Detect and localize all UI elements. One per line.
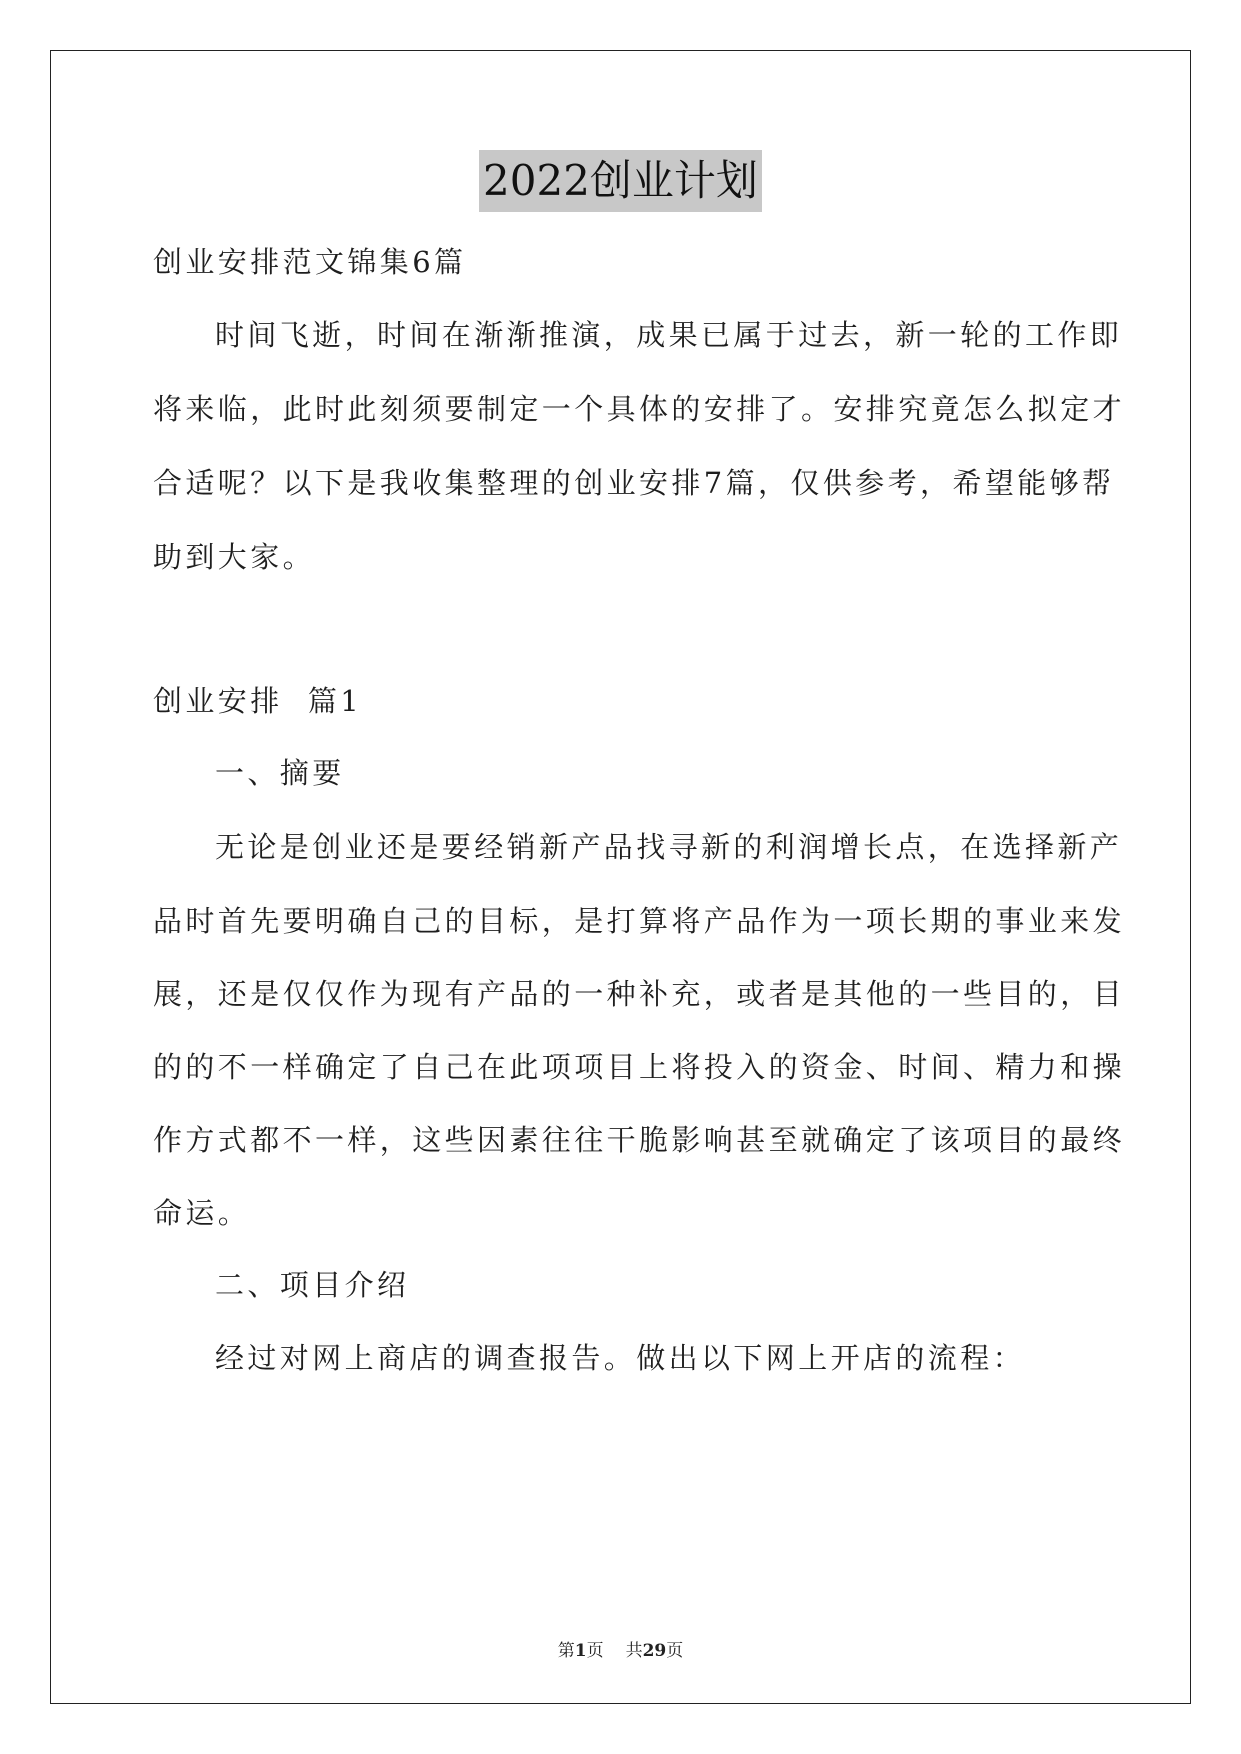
body-line: 时间飞逝，时间在渐渐推演，成果已属于过去，新一轮的工作即 xyxy=(215,318,1123,352)
page-footer xyxy=(0,1636,1241,1661)
subsection-heading: 二、项目介绍 xyxy=(215,1268,410,1302)
total-suffix: 页 xyxy=(666,1641,684,1661)
page-suffix: 页 xyxy=(586,1641,604,1661)
body-line: 将来临，此时此刻须要制定一个具体的安排了。安排究竟怎么拟定才 xyxy=(153,392,1126,426)
body-line: 助到大家。 xyxy=(153,540,316,574)
total-prefix: 共 xyxy=(625,1641,643,1661)
page-border xyxy=(50,50,1191,1704)
body-line: 无论是创业还是要经销新产品找寻新的利润增长点，在选择新产 xyxy=(215,830,1123,864)
title-container xyxy=(0,150,1241,212)
page-number: 1 xyxy=(574,1641,587,1661)
body-line: 的的不一样确定了自己在此项项目上将投入的资金、时间、精力和操 xyxy=(153,1050,1126,1084)
page-prefix: 第 xyxy=(557,1641,575,1661)
body-line: 作方式都不一样，这些因素往往干脆影响甚至就确定了该项目的最终 xyxy=(153,1123,1126,1157)
subtitle: 创业安排范文锦集6篇 xyxy=(153,245,467,279)
body-line: 品时首先要明确自己的目标，是打算将产品作为一项长期的事业来发 xyxy=(153,904,1126,938)
body-line: 展，还是仅仅作为现有产品的一种补充，或者是其他的一些目的，目 xyxy=(153,977,1126,1011)
document-title: 2022创业计划 xyxy=(479,150,762,212)
subsection-heading: 一、摘要 xyxy=(215,756,345,790)
body-line: 命运。 xyxy=(153,1196,251,1230)
body-line: 合适呢？以下是我收集整理的创业安排7篇，仅供参考，希望能够帮 xyxy=(153,466,1115,500)
total-pages: 29 xyxy=(642,1641,667,1661)
body-line: 经过对网上商店的调查报告。做出以下网上开店的流程： xyxy=(215,1341,1026,1375)
section-heading: 创业安排 篇1 xyxy=(153,684,363,718)
